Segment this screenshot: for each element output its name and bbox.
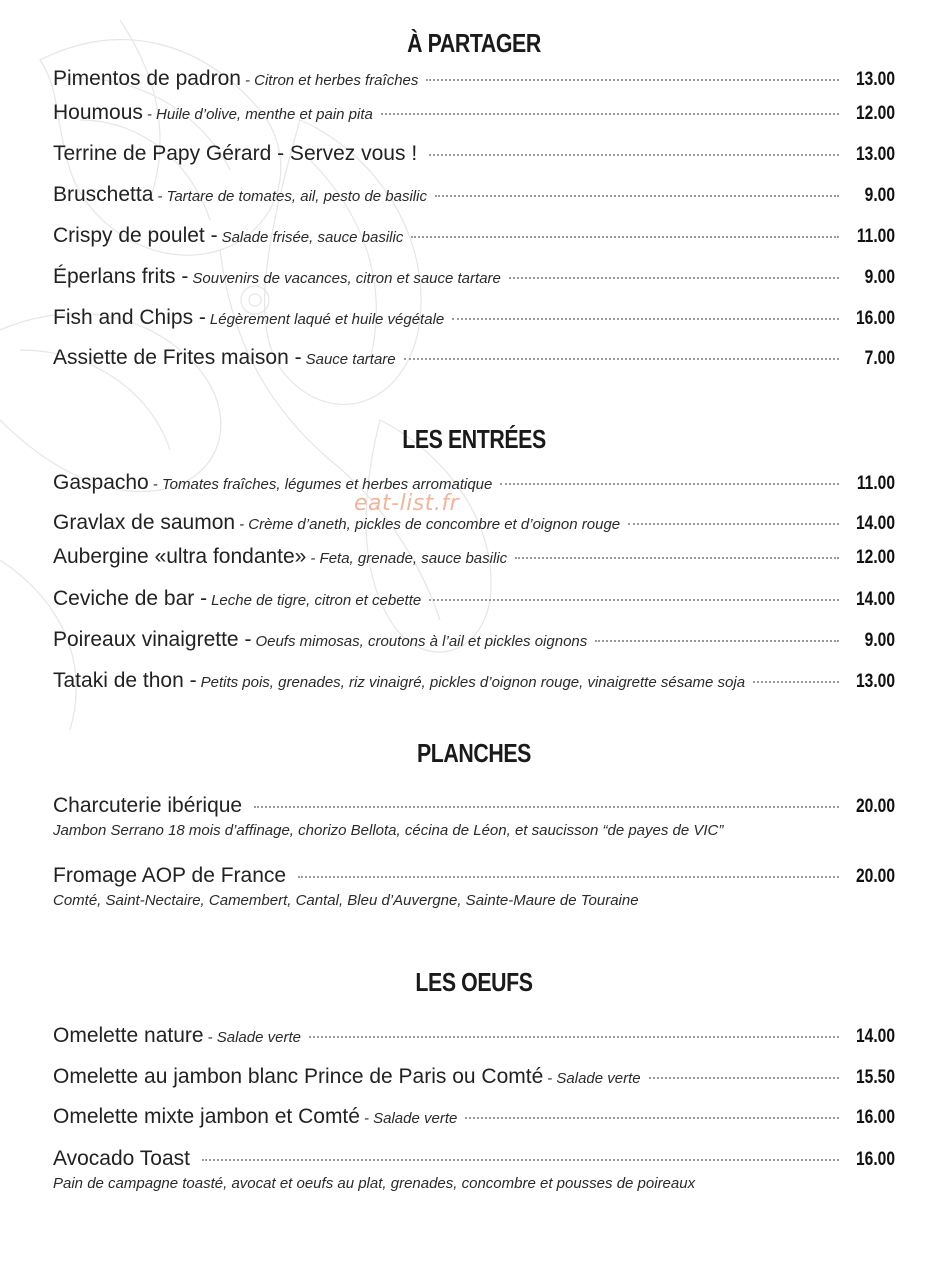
item-price: 9.00 <box>864 185 895 206</box>
menu-item <box>53 864 895 909</box>
item-name: Éperlans frits - <box>53 265 189 288</box>
item-subdescription: Pain de campagne toasté, avocat et oeufs au plat, grenades, concombre et pousses de poireaux <box>53 1175 696 1192</box>
item-subdescription: Comté, Saint-Nectaire, Camembert, Cantal, Bleu d’Auvergne, Sainte-Maure de Touraine <box>53 892 639 909</box>
menu-item <box>53 306 895 330</box>
menu-item <box>53 1105 895 1129</box>
item-price: 16.00 <box>856 1107 895 1128</box>
item-price: 14.00 <box>856 1026 895 1047</box>
item-price: 16.00 <box>856 1149 895 1170</box>
menu-item <box>53 346 895 370</box>
item-name: Charcuterie ibérique <box>53 794 243 817</box>
item-description: - Salade verte <box>363 1110 458 1127</box>
item-description: - Tomates fraîches, légumes et herbes arromatique <box>152 476 493 493</box>
menu-item <box>53 587 895 611</box>
menu-item <box>53 511 895 535</box>
item-name: Ceviche de bar - <box>53 587 208 610</box>
dot-leader <box>426 79 839 81</box>
item-price: 20.00 <box>856 796 895 817</box>
item-subdescription: Jambon Serrano 18 mois d’affinage, chorizo Bellota, cécina de Léon, et saucisson “de payes de VIC” <box>53 822 724 839</box>
dot-leader <box>429 599 839 601</box>
item-description: - Feta, grenade, sauce basilic <box>310 550 508 567</box>
item-price: 15.50 <box>856 1067 895 1088</box>
item-description: - Crème d’aneth, pickles de concombre et d’oignon rouge <box>239 516 621 533</box>
item-price: 11.00 <box>856 473 895 494</box>
item-name: Fromage AOP de France <box>53 864 287 887</box>
menu-item <box>53 471 895 495</box>
item-description: Salade frisée, sauce basilic <box>221 229 404 246</box>
menu-item <box>53 224 895 248</box>
menu-item <box>53 67 895 91</box>
dot-leader <box>298 876 839 878</box>
dot-leader <box>202 1159 839 1161</box>
item-name: Assiette de Frites maison - <box>53 346 302 369</box>
item-name: Terrine de Papy Gérard - Servez vous ! <box>53 142 418 165</box>
item-name: Poireaux vinaigrette - <box>53 628 252 651</box>
item-price: 12.00 <box>856 547 895 568</box>
section-title: LES ENTRÉES <box>402 424 546 454</box>
item-price: 13.00 <box>856 144 895 165</box>
dot-leader <box>411 236 839 238</box>
item-price: 11.00 <box>856 226 895 247</box>
menu-item <box>53 628 895 652</box>
item-description: Légèrement laqué et huile végétale <box>209 311 445 328</box>
dot-leader <box>509 277 839 279</box>
dot-leader <box>254 806 839 808</box>
section-title: À PARTAGER <box>407 28 541 58</box>
item-description: Sauce tartare <box>305 351 396 368</box>
dot-leader <box>309 1036 839 1038</box>
item-description: - Salade verte <box>207 1029 301 1046</box>
item-price: 13.00 <box>856 69 895 90</box>
menu-item <box>53 794 895 839</box>
item-price: 12.00 <box>856 103 895 124</box>
item-price: 13.00 <box>856 671 895 692</box>
item-name: Crispy de poulet - <box>53 224 218 247</box>
item-price: 14.00 <box>856 513 895 534</box>
item-name: Houmous <box>53 101 143 124</box>
section-title: PLANCHES <box>416 738 531 768</box>
item-name: Gravlax de saumon <box>53 511 236 534</box>
menu-item <box>53 265 895 289</box>
dot-leader <box>515 557 839 559</box>
item-price: 20.00 <box>856 866 895 887</box>
section-les-oeufs <box>53 962 895 1002</box>
menu-item <box>53 1024 895 1048</box>
item-description: - Tartare de tomates, ail, pesto de basilic <box>157 188 427 205</box>
item-description: Petits pois, grenades, riz vinaigré, pickles d’oignon rouge, vinaigrette sésame soja <box>200 674 746 691</box>
dot-leader <box>404 358 839 360</box>
item-description: Leche de tigre, citron et cebette <box>211 592 422 609</box>
section-a-partager <box>53 23 895 63</box>
item-price: 9.00 <box>864 630 895 651</box>
menu-item <box>53 183 895 207</box>
item-price: 14.00 <box>856 589 895 610</box>
section-les-entrees <box>53 419 895 459</box>
item-description: - Salade verte <box>547 1070 641 1087</box>
item-description: Oeufs mimosas, croutons à l’ail et pickles oignons <box>255 633 588 650</box>
dot-leader <box>753 681 839 683</box>
dot-leader <box>429 154 839 156</box>
dot-leader <box>465 1117 839 1119</box>
item-name: Fish and Chips - <box>53 306 206 329</box>
item-name: Omelette mixte jambon et Comté <box>53 1105 360 1128</box>
section-title: LES OEUFS <box>415 967 533 997</box>
item-name: Omelette au jambon blanc Prince de Paris ou Comté <box>53 1065 544 1088</box>
menu-item <box>53 545 895 569</box>
item-name: Pimentos de padron <box>53 67 241 90</box>
item-price: 16.00 <box>856 308 895 329</box>
item-description: - Citron et herbes fraîches <box>244 72 419 89</box>
menu-item <box>53 1147 895 1192</box>
watermark-text: eat-list.fr <box>354 491 460 516</box>
menu-item <box>53 1065 895 1089</box>
item-price: 7.00 <box>864 348 895 369</box>
item-name: Avocado Toast <box>53 1147 190 1170</box>
menu-item <box>53 669 895 693</box>
item-name: Tataki de thon - <box>53 669 197 692</box>
dot-leader <box>595 640 839 642</box>
item-name: Bruschetta <box>53 183 154 206</box>
dot-leader <box>452 318 839 320</box>
dot-leader <box>628 523 839 525</box>
section-planches <box>53 733 895 773</box>
menu-item <box>53 101 895 125</box>
dot-leader <box>381 113 839 115</box>
item-name: Aubergine «ultra fondante» <box>53 545 307 568</box>
item-name: Gaspacho <box>53 471 149 494</box>
dot-leader <box>500 483 839 485</box>
item-price: 9.00 <box>864 267 895 288</box>
menu-item <box>53 142 895 166</box>
item-name: Omelette nature <box>53 1024 204 1047</box>
dot-leader <box>435 195 839 197</box>
item-description: Souvenirs de vacances, citron et sauce tartare <box>192 270 501 287</box>
dot-leader <box>649 1077 839 1079</box>
item-description: - Huile d’olive, menthe et pain pita <box>146 106 373 123</box>
